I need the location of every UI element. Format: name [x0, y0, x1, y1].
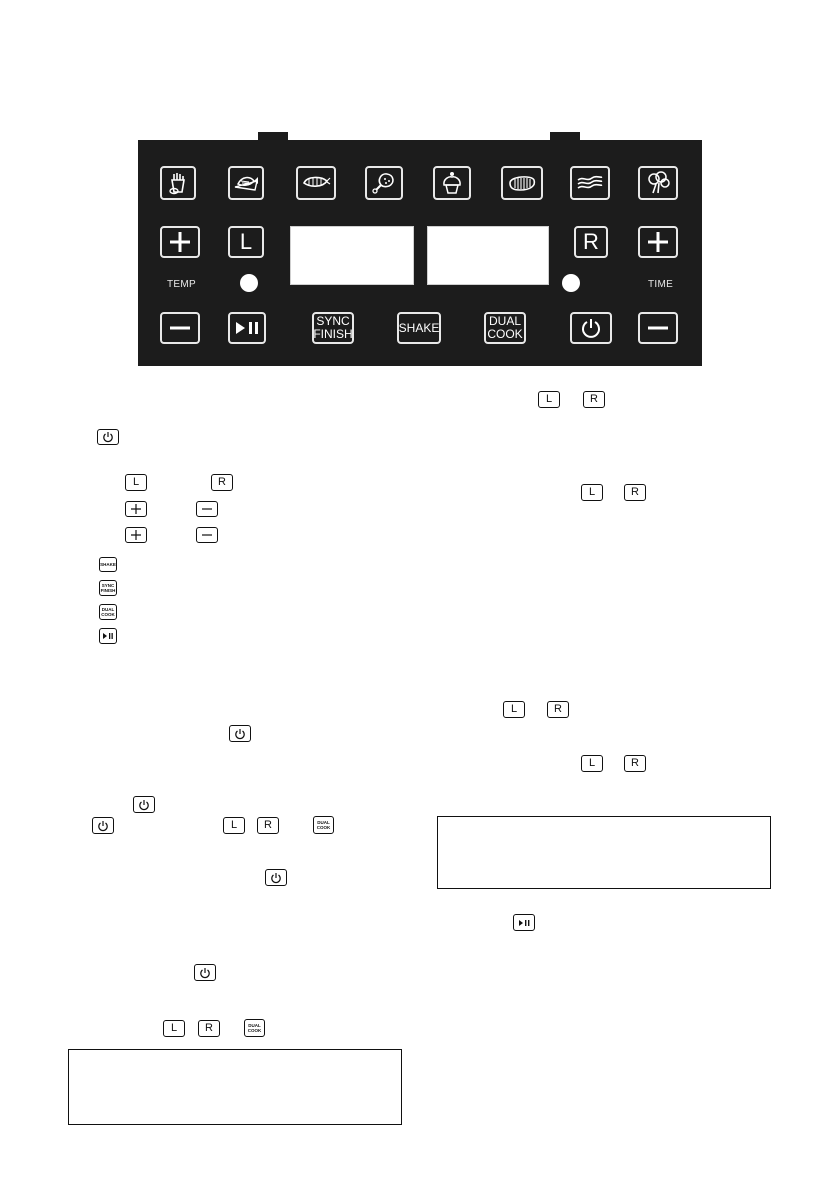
- left-zone-button[interactable]: [228, 226, 264, 258]
- power-icon: [194, 964, 216, 981]
- left-zone-icon: [581, 755, 603, 772]
- right-zone-icon-label: R: [205, 1022, 213, 1034]
- dual-cook-icon: [244, 1019, 265, 1037]
- left-zone-icon-label: L: [510, 703, 518, 715]
- right-zone-icon: [547, 701, 569, 718]
- right-zone-icon: [583, 391, 605, 408]
- play-pause-icon: [513, 914, 535, 931]
- plus-icon: [168, 230, 192, 254]
- dual-cook-icon: [313, 816, 334, 834]
- right-zone-icon-label: R: [554, 703, 562, 715]
- right-zone-icon: [624, 484, 646, 501]
- left-zone-icon-label: L: [170, 1022, 178, 1034]
- left-indicator-light: [240, 274, 258, 292]
- time-plus-button[interactable]: [638, 226, 678, 258]
- right-zone-icon-label: R: [631, 757, 639, 769]
- time-label: TIME: [648, 279, 674, 290]
- left-display: [290, 226, 414, 285]
- right-zone-icon-label: R: [590, 393, 598, 405]
- vegetable-icon: [644, 170, 672, 196]
- steak-icon: [506, 172, 538, 194]
- preset-drumstick-button[interactable]: [365, 166, 403, 200]
- fish-icon: [232, 170, 260, 196]
- minus-icon: [646, 316, 670, 340]
- dual-cook-button[interactable]: [484, 312, 526, 344]
- cupcake-icon: [439, 170, 465, 196]
- left-zone-icon: [503, 701, 525, 718]
- preset-fries-button[interactable]: [160, 166, 196, 200]
- bacon-icon: [575, 172, 605, 194]
- drumstick-icon: [371, 170, 397, 196]
- start-pause-button[interactable]: [228, 312, 266, 344]
- shake-icon-label: SHAKE: [100, 562, 116, 567]
- left-zone-label: L: [239, 229, 253, 254]
- power-icon: [265, 869, 287, 886]
- dual-cook-label: DUAL COOK: [487, 314, 523, 341]
- minus-icon: [196, 527, 218, 543]
- sync-finish-button[interactable]: [312, 312, 354, 344]
- right-zone-button[interactable]: [574, 226, 608, 258]
- note-box: [68, 1049, 402, 1125]
- shrimp-icon: [301, 173, 331, 193]
- note-box: [437, 816, 771, 889]
- play-pause-icon: [99, 628, 117, 644]
- temp-plus-button[interactable]: [160, 226, 200, 258]
- left-zone-icon: [125, 474, 147, 491]
- dual-cook-icon-label: DUAL COOK: [247, 1023, 262, 1033]
- preset-cupcake-button[interactable]: [433, 166, 471, 200]
- sync-finish-icon-label: SYNC FINISH: [100, 583, 116, 593]
- sync-finish-icon: [99, 580, 117, 596]
- shake-label: SHAKE: [398, 320, 440, 335]
- plus-icon: [125, 501, 147, 517]
- power-icon: [133, 796, 155, 813]
- right-indicator-light: [562, 274, 580, 292]
- left-zone-icon: [581, 484, 603, 501]
- minus-icon: [196, 501, 218, 517]
- power-icon: [580, 317, 602, 339]
- right-zone-icon: [624, 755, 646, 772]
- left-zone-icon: [223, 817, 245, 834]
- right-zone-icon: [257, 817, 279, 834]
- left-zone-icon: [163, 1020, 185, 1037]
- power-icon: [229, 725, 251, 742]
- right-zone-label: R: [583, 229, 599, 254]
- temp-label: TEMP: [167, 279, 196, 290]
- panel-notch: [258, 132, 288, 141]
- minus-icon: [168, 316, 192, 340]
- preset-shrimp-button[interactable]: [296, 166, 336, 200]
- power-button[interactable]: [570, 312, 612, 344]
- play-pause-icon: [234, 321, 260, 335]
- dual-cook-icon-label: DUAL COOK: [316, 820, 331, 830]
- right-display: [427, 226, 549, 285]
- preset-vegetable-button[interactable]: [638, 166, 678, 200]
- left-zone-icon-label: L: [230, 819, 238, 831]
- right-zone-icon: [211, 474, 233, 491]
- control-panel: [138, 140, 702, 366]
- preset-steak-button[interactable]: [501, 166, 543, 200]
- right-zone-icon-label: R: [218, 476, 226, 488]
- shake-button[interactable]: [397, 312, 441, 344]
- left-zone-icon-label: L: [545, 393, 553, 405]
- panel-notch: [550, 132, 580, 141]
- power-icon: [92, 817, 114, 834]
- power-icon: [97, 429, 119, 445]
- left-zone-icon-label: L: [588, 757, 596, 769]
- left-zone-icon-label: L: [132, 476, 140, 488]
- left-zone-icon-label: L: [588, 486, 596, 498]
- right-zone-icon-label: R: [264, 819, 272, 831]
- dual-cook-icon-label: DUAL COOK: [101, 607, 115, 617]
- temp-minus-button[interactable]: [160, 312, 200, 344]
- shake-icon: [99, 557, 117, 572]
- preset-bacon-button[interactable]: [570, 166, 610, 200]
- right-zone-icon: [198, 1020, 220, 1037]
- preset-fish-button[interactable]: [228, 166, 264, 200]
- sync-finish-label: SYNC FINISH: [313, 314, 353, 341]
- time-minus-button[interactable]: [638, 312, 678, 344]
- dual-cook-icon: [99, 604, 117, 620]
- fries-icon: [165, 170, 191, 196]
- plus-icon: [125, 527, 147, 543]
- left-zone-icon: [538, 391, 560, 408]
- right-zone-icon-label: R: [631, 486, 639, 498]
- plus-icon: [646, 230, 670, 254]
